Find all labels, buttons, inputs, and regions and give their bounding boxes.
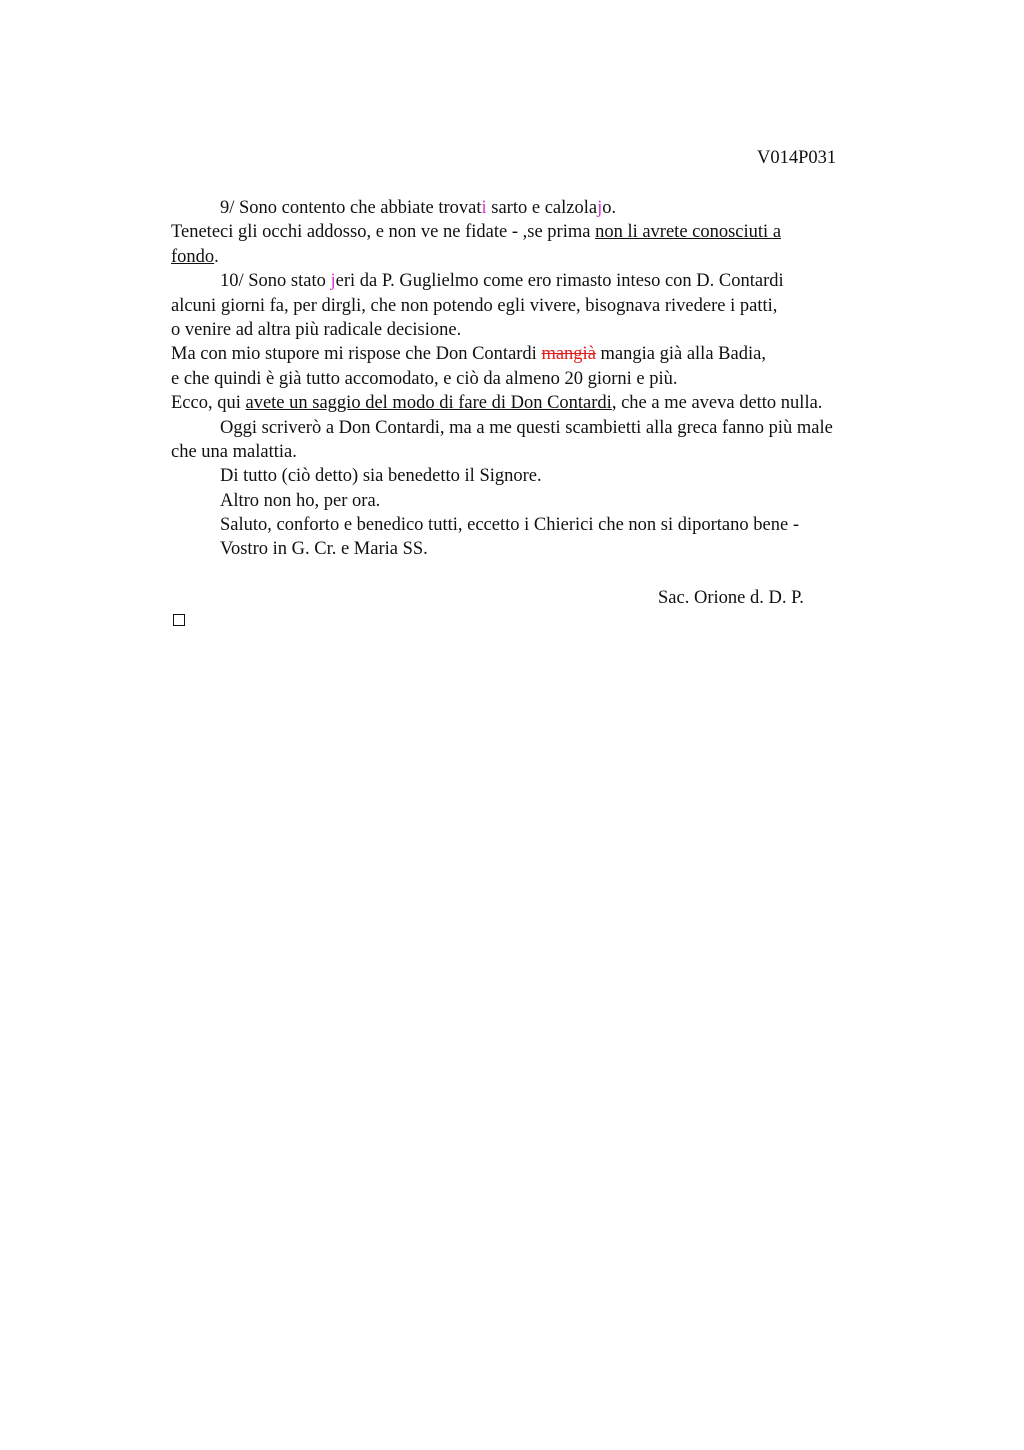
p9-line-3 bbox=[171, 245, 911, 269]
closing-line-3: Saluto, conforto e benedico tutti, eccetto i Chierici che non si diportano bene - bbox=[220, 515, 799, 536]
p9-line-2 bbox=[171, 220, 911, 244]
underlined-text: fondo bbox=[171, 246, 215, 267]
text-run: Ma con mio stupore mi rispose che Don Contardi bbox=[171, 344, 542, 365]
text-run: Teneteci gli occhi addosso, e non ve ne fidate - ,se prima bbox=[171, 222, 596, 243]
inserted-letter: i bbox=[481, 198, 487, 218]
p10-line-1 bbox=[171, 269, 911, 293]
p9-line-1 bbox=[171, 196, 911, 220]
text-run: , che a me aveva detto nulla. bbox=[611, 393, 823, 414]
letter-body bbox=[171, 196, 911, 562]
p10-line-4 bbox=[171, 342, 911, 366]
p-oggi-line-2: che una malattia. bbox=[171, 441, 297, 462]
closing-line-4: Vostro in G. Cr. e Maria SS. bbox=[220, 539, 428, 560]
p10-line-2: alcuni giorni fa, per dirgli, che non potendo egli vivere, bisognava rivedere i patti, bbox=[171, 295, 778, 316]
text-run: 9/ Sono contento che abbiate trovat bbox=[220, 198, 482, 218]
inserted-letter: j bbox=[597, 198, 603, 218]
p10-line-6 bbox=[171, 391, 911, 415]
text-run: 10/ Sono stato bbox=[220, 271, 331, 292]
closing-line-2: Altro non ho, per ora. bbox=[220, 490, 381, 511]
deleted-text: mangià bbox=[541, 344, 596, 365]
text-run: sarto e calzola bbox=[486, 198, 598, 218]
page-id: V014P031 bbox=[757, 148, 837, 168]
inserted-letter: j bbox=[330, 271, 336, 292]
closing-line-1: Di tutto (ciò detto) sia benedetto il Signore. bbox=[220, 466, 542, 487]
text-run: mangia già alla Badia, bbox=[595, 344, 766, 365]
text-run: Ecco, qui bbox=[171, 393, 246, 414]
signature: Sac. Orione d. D. P. bbox=[658, 588, 804, 608]
p-oggi-line-1: Oggi scriverò a Don Contardi, ma a me questi scambietti alla greca fanno più male bbox=[220, 417, 833, 438]
underlined-text: avete un saggio del modo di fare di Don Contardi bbox=[245, 393, 612, 414]
underlined-text: non li avrete conosciuti a bbox=[595, 222, 782, 243]
text-run: . bbox=[214, 246, 219, 267]
text-run: o. bbox=[602, 198, 617, 218]
p10-line-5: e che quindi è già tutto accomodato, e ciò da almeno 20 giorni e più. bbox=[171, 368, 678, 389]
box-marker-icon bbox=[173, 614, 185, 626]
text-run: eri da P. Guglielmo come ero rimasto inteso con D. Contardi bbox=[335, 271, 784, 292]
p10-line-3: o venire ad altra più radicale decisione. bbox=[171, 319, 462, 340]
